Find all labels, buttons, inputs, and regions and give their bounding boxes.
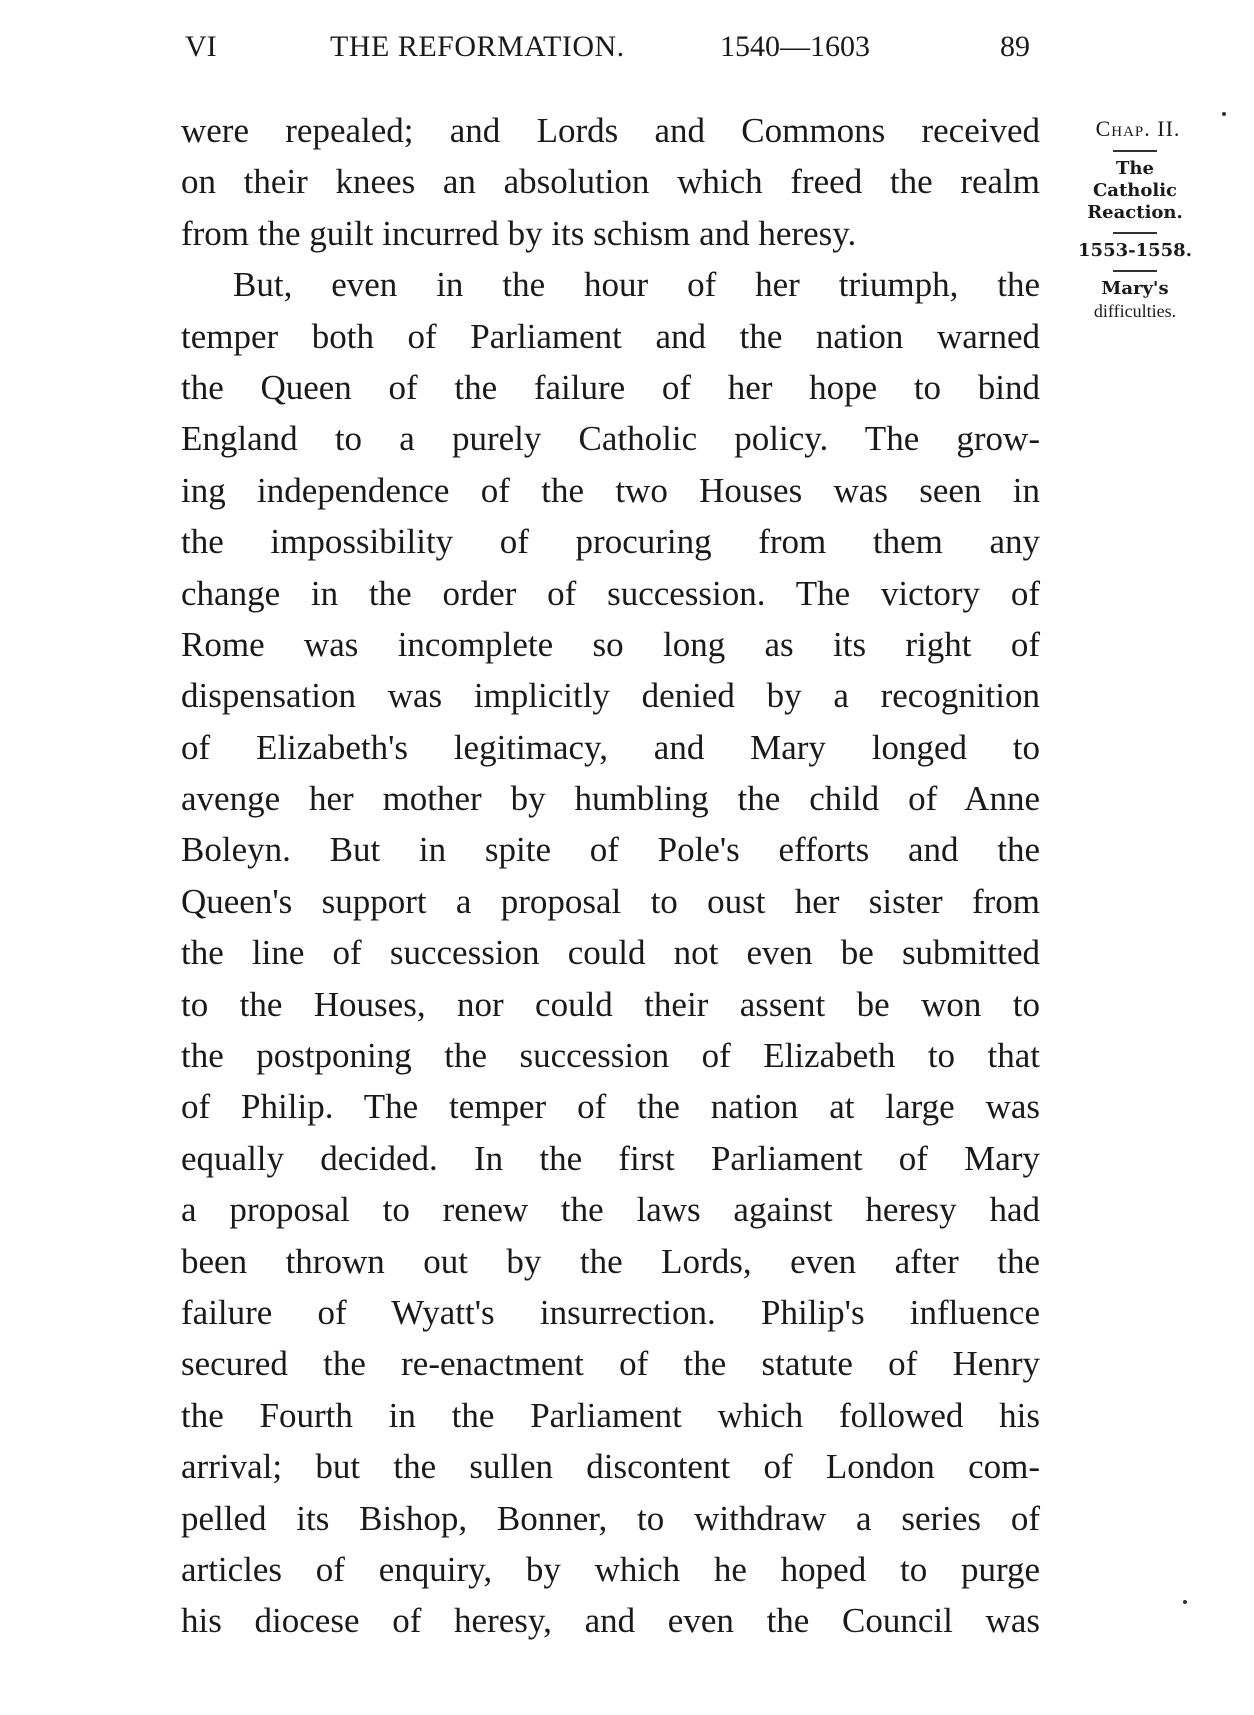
text-line: England to a purely Catholic policy. The grow- [181, 419, 1040, 459]
text-line: change in the order of succession. The victory of [181, 573, 1040, 613]
text-line: been thrown out by the Lords, even after the [181, 1241, 1040, 1281]
running-header [185, 30, 1045, 74]
sidenote-section: Reaction. [1087, 202, 1183, 223]
text-line: Queen's support a proposal to oust her sister from [181, 881, 1040, 921]
text-line: dispensation was implicitly denied by a recognition [181, 676, 1040, 716]
text-line: But, even in the hour of her triumph, the [233, 265, 1040, 305]
text-line: to the Houses, nor could their assent be won to [181, 984, 1040, 1024]
page-number: 89 [1000, 30, 1030, 63]
body-text [181, 105, 1040, 1647]
sidenote-chapter: Chap. II. [1095, 116, 1181, 141]
text-line: secured the re-enactment of the statute of Henry [181, 1344, 1040, 1384]
text-line: of Elizabeth's legitimacy, and Mary longed to [181, 727, 1040, 767]
sidenote-divider [1113, 150, 1157, 152]
header-title: THE REFORMATION. [330, 30, 625, 63]
text-line: Rome was incomplete so long as its right of [181, 624, 1040, 664]
sidenote-divider [1113, 270, 1157, 272]
sidenote-topic: difficulties. [1093, 301, 1177, 321]
sidenote-section: Catholic [1092, 180, 1178, 201]
text-line: temper both of Parliament and the nation warned [181, 316, 1040, 356]
margin-speck [1222, 112, 1226, 116]
header-dates: 1540—1603 [720, 30, 870, 63]
text-line: on their knees an absolution which freed the realm [181, 162, 1040, 202]
sidenote-section: The [1116, 158, 1154, 179]
text-line: the line of succession could not even be submitted [181, 933, 1040, 973]
text-line: ing independence of the two Houses was seen in [181, 470, 1040, 510]
text-line: the postponing the succession of Elizabeth to that [181, 1036, 1040, 1076]
text-line: arrival; but the sullen discontent of London com- [181, 1447, 1040, 1487]
text-line: the impossibility of procuring from them any [181, 522, 1040, 562]
text-line: Boleyn. But in spite of Pole's efforts and the [181, 830, 1040, 870]
text-line: pelled its Bishop, Bonner, to withdraw a series of [181, 1498, 1040, 1538]
text-line: of Philip. The temper of the nation at large was [181, 1087, 1040, 1127]
sidenote-topic: Mary's [1101, 278, 1169, 299]
sidenote-divider [1113, 232, 1157, 234]
text-line: a proposal to renew the laws against heresy had [181, 1190, 1040, 1230]
text-line: were repealed; and Lords and Commons received [181, 111, 1040, 150]
text-line: the Fourth in the Parliament which followed his [181, 1395, 1040, 1435]
text-line: avenge her mother by humbling the child of Anne [181, 779, 1040, 819]
text-line: the Queen of the failure of her hope to bind [181, 367, 1040, 407]
text-line: articles of enquiry, by which he hoped to purge [181, 1549, 1040, 1589]
margin-speck [1183, 1600, 1187, 1604]
text-line: equally decided. In the first Parliament of Mary [181, 1138, 1040, 1178]
header-chapter: VI [185, 30, 217, 63]
margin-notes [1060, 112, 1210, 322]
text-line: his diocese of heresy, and even the Council was [181, 1601, 1040, 1641]
text-line: from the guilt incurred by its schism and heresy. [181, 213, 857, 253]
sidenote-years: 1553-1558. [1078, 240, 1192, 261]
text-line: failure of Wyatt's insurrection. Philip's influence [181, 1292, 1040, 1332]
